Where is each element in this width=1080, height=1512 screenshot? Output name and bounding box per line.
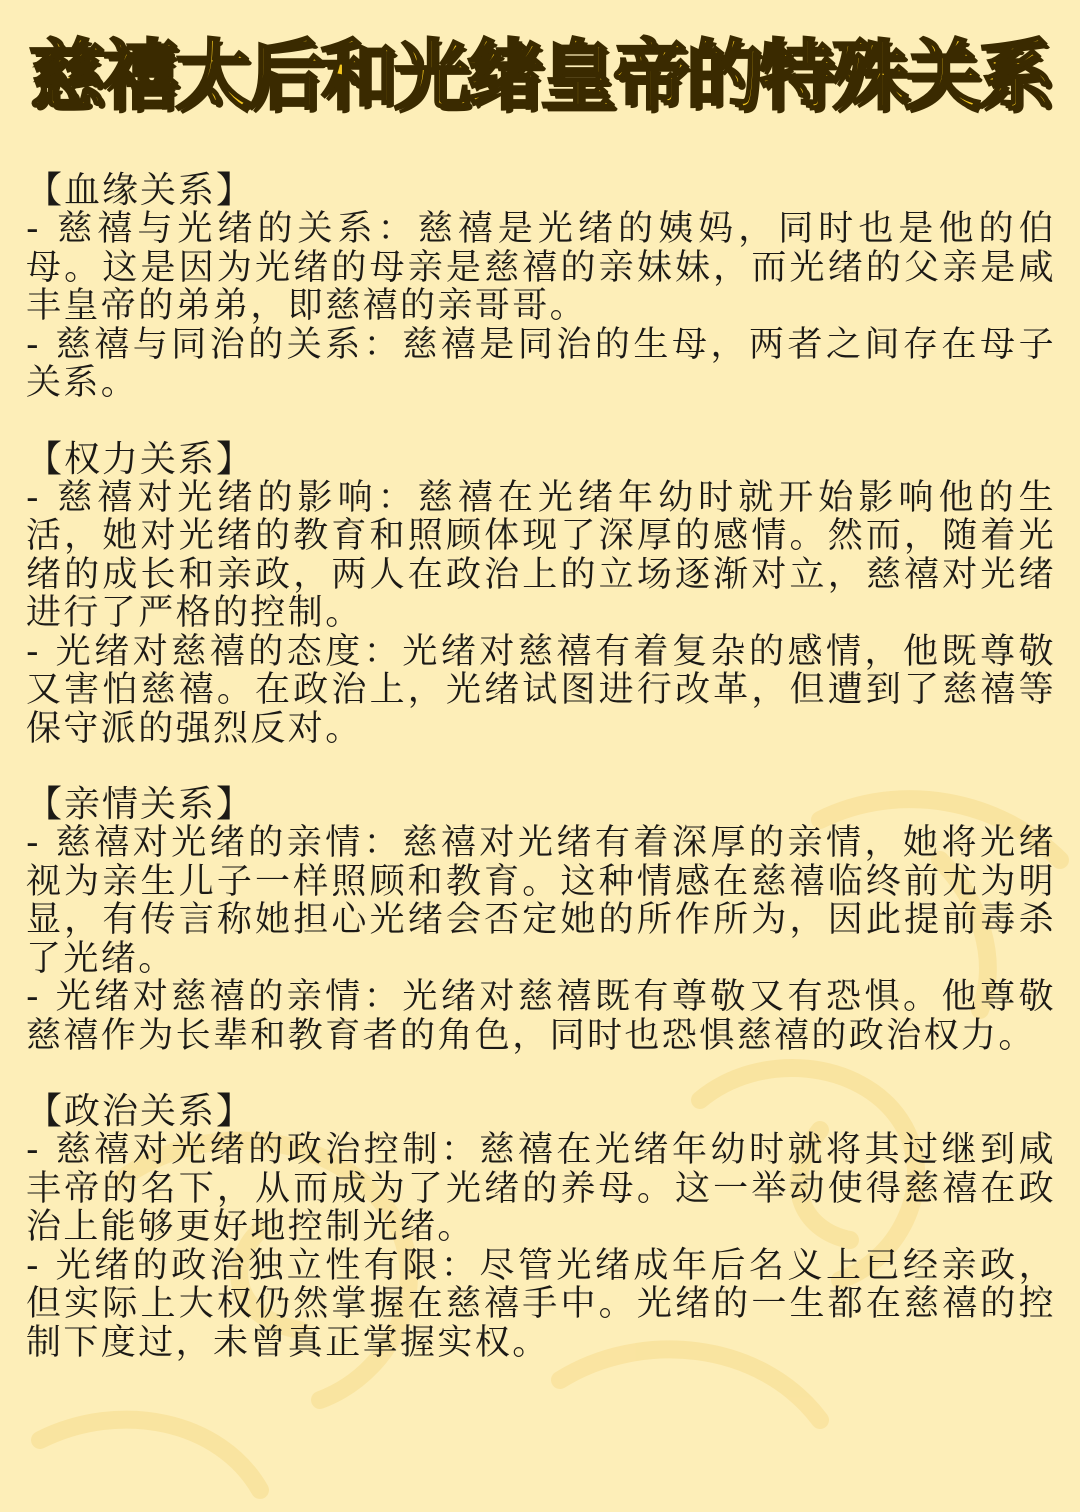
article-body [26,172,1056,1400]
section-paragraph: - 光绪对慈禧的亲情：光绪对慈禧既有尊敬又有恐惧。他尊敬慈禧作为长辈和教育者的角色，同时也恐惧慈禧的政治权力。 [26,977,1056,1056]
section-political-relation [26,1093,1056,1362]
section-power-relation [26,438,1056,749]
section-heading: 【亲情关系】 [26,784,255,825]
section-paragraph: - 慈禧与光绪的关系：慈禧是光绪的姨妈，同时也是他的伯母。这是因为光绪的母亲是慈禧的亲妹妹，而光绪的父亲是咸丰皇帝的弟弟，即慈禧的亲哥哥。 [26,209,1056,326]
page-title: 慈禧太后和光绪皇帝的特殊关系 [29,31,1051,120]
section-blood-relation [26,172,1056,403]
section-paragraph: - 光绪的政治独立性有限：尽管光绪成年后名义上已经亲政，但实际上大权仍然掌握在慈禧手中。光绪的一生都在慈禧的控制下度过，未曾真正掌握实权。 [26,1245,1056,1363]
section-paragraph: - 慈禧对光绪的政治控制：慈禧在光绪年幼时就将其过继到咸丰帝的名下，从而成为了光绪的养母。这一举动使得慈禧在政治上能够更好地控制光绪。 [26,1130,1056,1247]
section-paragraph: - 慈禧对光绪的亲情：慈禧对光绪有着深厚的亲情，她将光绪视为亲生儿子一样照顾和教育。这种情感在慈禧临终前尤为明显，有传言称她担心光绪会否定她的所作所为，因此提前毒杀了光绪。 [26,823,1056,979]
section-family-affection [26,786,1056,1055]
section-paragraph: - 慈禧与同治的关系：慈禧是同治的生母，两者之间存在母子关系。 [26,324,1056,403]
section-heading: 【权力关系】 [26,438,255,480]
section-heading: 【政治关系】 [26,1091,255,1132]
section-paragraph: - 光绪对慈禧的态度：光绪对慈禧有着复杂的感情，他既尊敬又害怕慈禧。在政治上，光绪试图进行改革，但遭到了慈禧等保守派的强烈反对。 [26,631,1056,749]
section-heading: 【血缘关系】 [26,170,255,211]
section-paragraph: - 慈禧对光绪的影响：慈禧在光绪年幼时就开始影响他的生活，她对光绪的教育和照顾体现了深厚的感情。然而，随着光绪的成长和亲政，两人在政治上的立场逐渐对立，慈禧对光绪进行了严格的控制。 [26,477,1056,633]
